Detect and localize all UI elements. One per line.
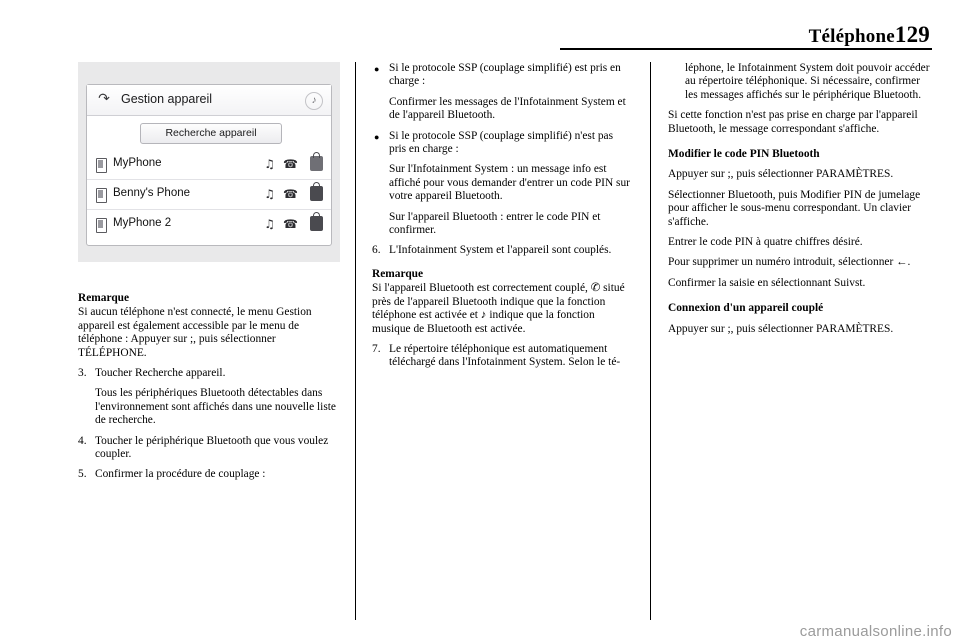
device-list-item[interactable] <box>87 181 331 210</box>
note-icon[interactable]: ♪ <box>305 92 323 110</box>
paragraph: Confirmer la saisie en sélectionnant Suivst. <box>668 276 866 289</box>
remark-body: Si l'appareil Bluetooth est correctement couplé, ✆ situé près de l'appareil Bluetooth indique que la fonction téléphone est activée et ♪ indique que la fonction musique de Bluetooth est activée. <box>372 282 625 335</box>
list-marker: 5. <box>78 468 87 481</box>
device-name: Benny's Phone <box>113 187 191 199</box>
bullet-marker: ● <box>374 64 380 74</box>
list-item-text: Le répertoire téléphonique est automatiquement téléchargé dans l'Infotainment System. Selon le té- <box>389 342 621 369</box>
column-divider-1 <box>355 62 356 620</box>
screen-titlebar <box>87 85 331 116</box>
bullet-marker: ● <box>374 131 380 142</box>
bluetooth-icon[interactable]: ♫ <box>264 157 275 171</box>
list-item-text: Toucher Recherche appareil. <box>95 367 226 380</box>
phone-device-icon <box>96 188 107 203</box>
back-arrow-icon[interactable]: ↷ <box>98 92 110 107</box>
section-heading: Connexion d'un appareil couplé <box>668 302 824 315</box>
bluetooth-icon[interactable]: ♫ <box>264 187 275 201</box>
bluetooth-icon[interactable]: ♫ <box>264 217 275 231</box>
column-2 <box>372 62 630 377</box>
header-divider <box>560 48 932 50</box>
column-3 <box>668 62 930 343</box>
list-marker: 3. <box>78 367 87 380</box>
remark-heading: Remarque <box>78 292 130 304</box>
remark-heading: Remarque <box>372 267 424 280</box>
lock-closed-icon[interactable] <box>310 186 323 201</box>
list-marker: 6. <box>372 244 381 257</box>
list-item <box>372 343 630 370</box>
phone-device-icon <box>96 158 107 173</box>
paragraph: Pour supprimer un numéro introduit, sélectionner ←. <box>668 256 911 269</box>
list-marker: 7. <box>372 342 381 355</box>
column-1 <box>78 282 340 489</box>
phone-icon[interactable]: ☎ <box>283 157 298 171</box>
bullet-text: Si le protocole SSP (couplage simplifié) n'est pas pris en charge : <box>389 129 614 156</box>
paragraph: Si cette fonction n'est pas prise en charge par l'appareil Bluetooth, le message correspondant s'affiche. <box>668 109 918 135</box>
phone-device-icon <box>96 218 107 233</box>
column-divider-2 <box>650 62 651 620</box>
page-number: 129 <box>894 22 930 47</box>
lock-closed-icon[interactable] <box>310 216 323 231</box>
device-management-screenshot <box>78 62 340 262</box>
paragraph: Entrer le code PIN à quatre chiffres désiré. <box>668 236 863 249</box>
screen-title: Gestion appareil <box>121 92 213 106</box>
list-item <box>78 435 340 462</box>
device-name: MyPhone <box>113 157 162 169</box>
device-list-item[interactable] <box>87 151 331 180</box>
bullet-text: Si le protocole SSP (couplage simplifié) est pris en charge : <box>389 62 621 88</box>
chapter-title: Téléphone <box>808 26 895 47</box>
list-item-subtext: Tous les périphériques Bluetooth détectables dans l'environnement sont affichés dans une nouvelle liste de recherche. <box>95 387 336 427</box>
list-item-text: Confirmer la procédure de couplage : <box>95 468 266 481</box>
list-item-text: Toucher le périphérique Bluetooth que vous voulez coupler. <box>95 434 329 461</box>
list-item <box>78 367 340 380</box>
list-item <box>372 244 630 257</box>
list-item <box>78 468 340 481</box>
watermark: carmanualsonline.info <box>799 623 952 640</box>
search-device-button[interactable]: Recherche appareil <box>140 123 282 144</box>
page-header <box>560 22 930 48</box>
device-name: MyPhone 2 <box>113 217 172 229</box>
device-list-item[interactable] <box>87 211 331 239</box>
bullet-item <box>372 130 630 157</box>
bullet-subtext: Confirmer les messages de l'Infotainment System et de l'appareil Bluetooth. <box>389 95 626 122</box>
paragraph: Appuyer sur ;, puis sélectionner PARAMÈTRES. <box>668 168 894 181</box>
list-item-text: L'Infotainment System et l'appareil sont couplés. <box>389 244 612 257</box>
phone-icon[interactable]: ☎ <box>283 217 298 231</box>
bullet-item <box>372 62 630 89</box>
bullet-subtext: Sur l'Infotainment System : un message info est affiché pour vous demander d'entrer un code PIN sur votre appareil Bluetooth. <box>389 163 630 203</box>
lock-open-icon[interactable] <box>310 156 323 171</box>
infotainment-screen <box>86 84 332 246</box>
section-heading: Modifier le code PIN Bluetooth <box>668 148 820 161</box>
list-marker: 4. <box>78 434 87 447</box>
phone-icon[interactable]: ☎ <box>283 187 298 201</box>
paragraph: Appuyer sur ;, puis sélectionner PARAMÈTRES. <box>668 322 894 335</box>
continuation-text: léphone, le Infotainment System doit pouvoir accéder au répertoire téléphonique. Si nécessaire, confirmer les messages affichés sur le périphérique Bluetooth. <box>685 62 930 101</box>
paragraph: Sélectionner Bluetooth, puis Modifier PIN de jumelage pour afficher le sous-menu correspondant. Un clavier s'affiche. <box>668 188 921 228</box>
remark-body: Si aucun téléphone n'est connecté, le menu Gestion appareil est également accessible par le menu de téléphone : Appuyer sur ;, puis sélectionner TÉLÉPHONE. <box>78 306 312 359</box>
bullet-subtext: Sur l'appareil Bluetooth : entrer le code PIN et confirmer. <box>389 210 601 237</box>
